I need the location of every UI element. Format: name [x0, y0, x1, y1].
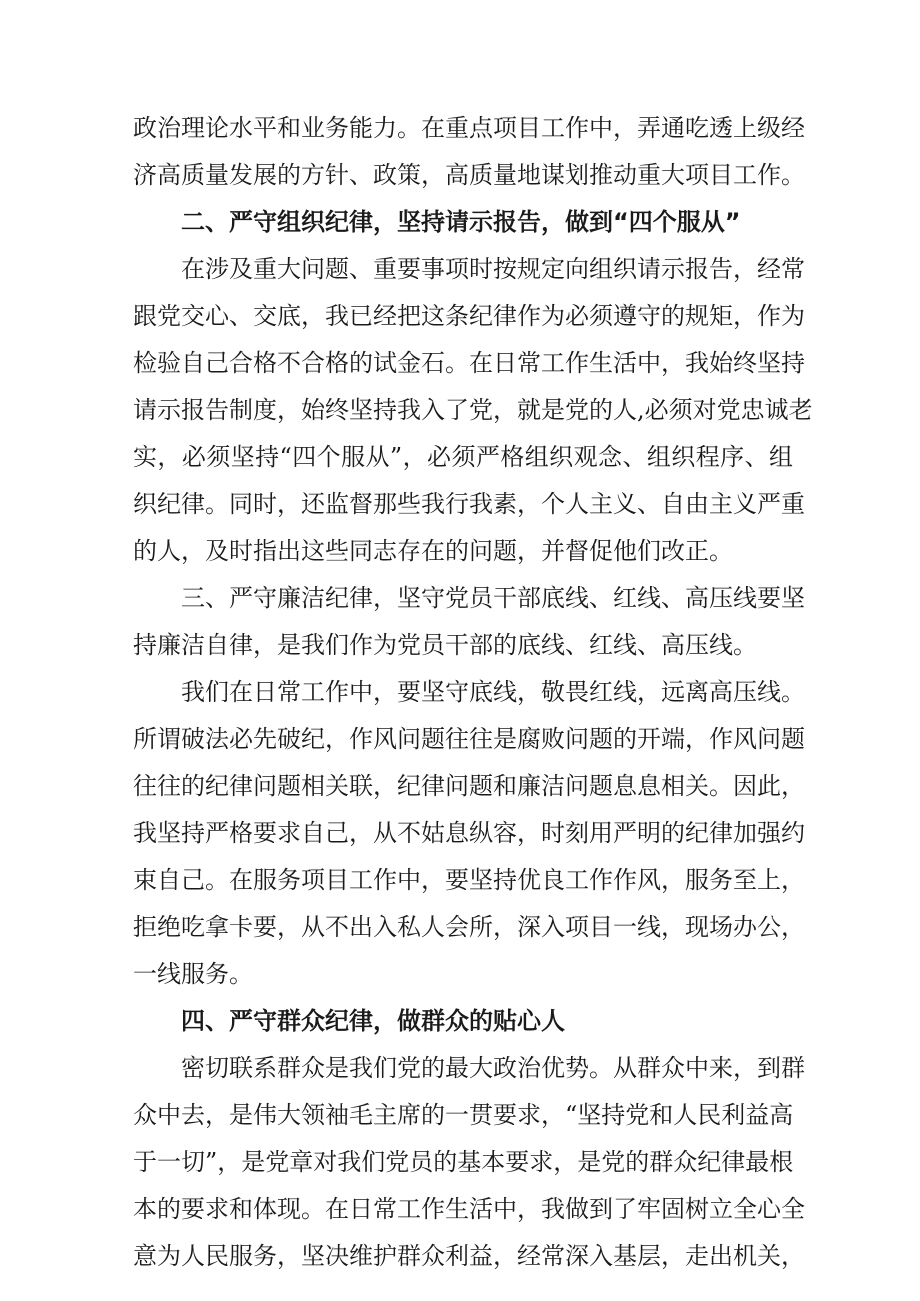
text-line: 我坚持严格要求自己，从不姑息纵容，时刻用严明的纪律加强约	[133, 819, 805, 847]
document-body	[133, 105, 813, 1280]
text-line: 众中去，是伟大领袖毛主席的一贯要求，“坚持党和人民利益高	[133, 1101, 794, 1129]
paragraph-last-line: 济高质量发展的方针、政策，高质量地谋划推动重大项目工作。	[133, 161, 805, 189]
text-line: 意为人民服务，坚决维护群众利益，经常深入基层，走出机关，	[133, 1242, 805, 1270]
text-line: 所谓破法必先破纪，作风问题往往是腐败问题的开端，作风问题	[133, 725, 805, 753]
text-line: 织纪律。同时，还监督那些我行我素，个人主义、自由主义严重	[133, 490, 805, 518]
paragraph-first-line: 我们在日常工作中，要坚守底线，敬畏红线，远离高压线。	[181, 678, 805, 706]
paragraph-first-line: 密切联系群众是我们党的最大政治优势。从群众中来，到群	[181, 1054, 805, 1082]
text-line: 实，必须坚持“四个服从”，必须严格组织观念、组织程序、组	[133, 443, 793, 471]
text-line: 往往的纪律问题相关联，纪律问题和廉洁问题息息相关。因此，	[133, 772, 805, 800]
text-line: 检验自己合格不合格的试金石。在日常工作生活中，我始终坚持	[133, 349, 805, 377]
paragraph-last-line: 的人，及时指出这些同志存在的问题，并督促他们改正。	[133, 537, 733, 565]
text-line: 束自己。在服务项目工作中，要坚持优良工作作风，服务至上，	[133, 866, 805, 894]
text-line: 于一切”，是党章对我们党员的基本要求，是党的群众纪律最根	[133, 1148, 794, 1176]
paragraph-first-line: 在涉及重大问题、重要事项时按规定向组织请示报告，经常	[181, 255, 805, 283]
text-line: 跟党交心、交底，我已经把这条纪律作为必须遵守的规矩，作为	[133, 302, 805, 330]
paragraph-last-line: 一线服务。	[133, 960, 253, 988]
section-heading: 二、严守组织纪律，坚持请示报告，做到“四个服从”	[181, 208, 741, 236]
text-line: 政治理论水平和业务能力。在重点项目工作中，弄通吃透上级经	[133, 114, 805, 142]
section-heading: 四、严守群众纪律，做群众的贴心人	[181, 1007, 565, 1035]
text-line: 请示报告制度，始终坚持我入了党，就是党的人,必须对党忠诚老	[133, 396, 813, 424]
text-line: 拒绝吃拿卡要，从不出入私人会所，深入项目一线，现场办公，	[133, 913, 805, 941]
text-line: 本的要求和体现。在日常工作生活中，我做到了牢固树立全心全	[133, 1195, 805, 1223]
paragraph-first-line: 三、严守廉洁纪律，坚守党员干部底线、红线、高压线要坚	[181, 584, 805, 612]
paragraph-last-line: 持廉洁自律，是我们作为党员干部的底线、红线、高压线。	[133, 631, 757, 659]
